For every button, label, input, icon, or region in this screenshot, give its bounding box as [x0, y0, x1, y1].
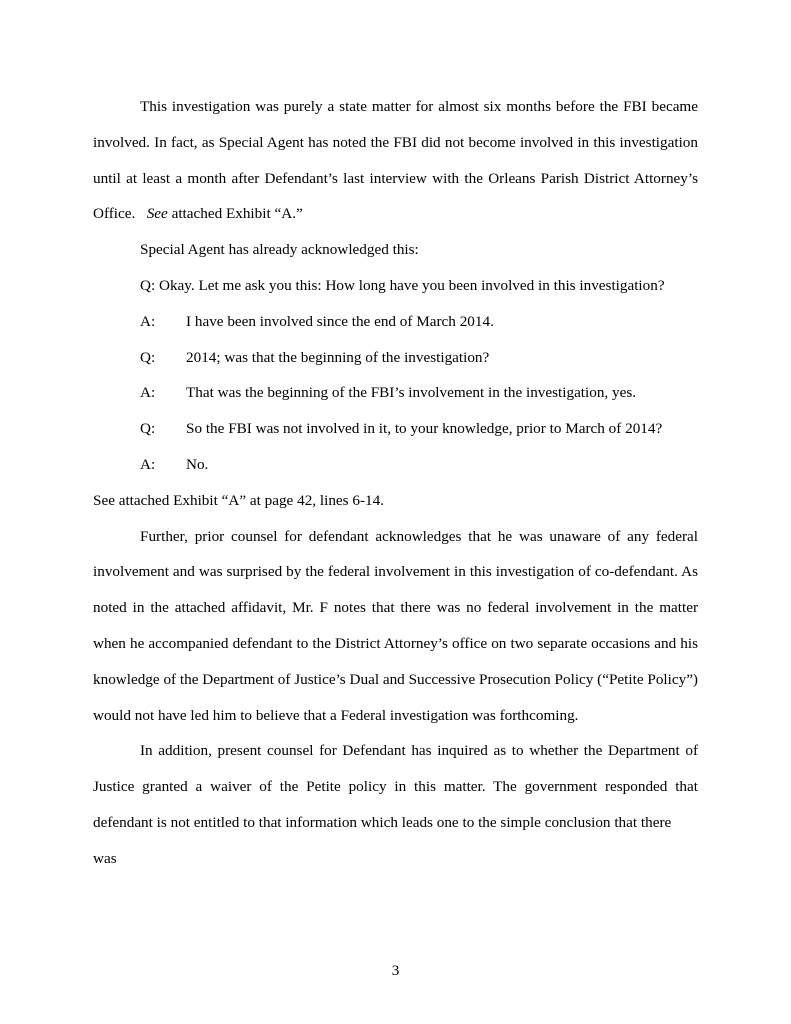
qa-text: So the FBI was not involved in it, to your knowledge, prior to March of 2014? — [186, 420, 663, 438]
paragraph-question-intro: Q: Okay. Let me ask you this: How long have you been involved in this investigation? — [140, 276, 665, 294]
qa-tag: Q: — [140, 348, 156, 366]
qa-tag: A: — [140, 312, 156, 330]
qa-text: I have been involved since the end of March 2014. — [186, 312, 494, 330]
qa-tag: A: — [140, 455, 156, 473]
qa-line — [93, 304, 698, 340]
qa-text: No. — [186, 455, 209, 473]
document-body — [93, 89, 698, 877]
paragraph-acknowledgement: Special Agent has already acknowledged this: — [140, 241, 419, 259]
exhibit-reference: attached Exhibit “A.” — [171, 205, 303, 223]
page-number: 3 — [391, 962, 400, 979]
qa-line — [93, 447, 698, 483]
qa-line — [93, 340, 698, 376]
qa-line — [93, 411, 698, 447]
paragraph-present-counsel: In addition, present counsel for Defendant has inquired as to whether the Department of Justice granted a waiver of the Petite policy in this matter. The government responded that defendant is not entitled to that information which leads one to the simple conclusion that there — [93, 742, 698, 831]
paragraph-prior-counsel: Further, prior counsel for defendant acknowledges that he was unaware of any federal involvement and was surprised by the federal involvement in this investigation of co-defendant. As noted in the attached affidavit, Mr. F notes that there was no federal involvement in the matter when he accompanied defendant to the District Attorney’s office on two separate occasions and his knowledge of the Department of Justice’s Dual and Successive Prosecution Policy (“Petite Policy”) would not have led him to believe that a Federal investigation was forthcoming. — [93, 527, 698, 724]
qa-line — [93, 375, 698, 411]
qa-tag: Q: — [140, 420, 156, 438]
qa-tag: A: — [140, 384, 156, 402]
see-signal: See — [146, 205, 168, 223]
paragraph-continuation: was — [93, 849, 117, 867]
paragraph-text: This investigation was purely a state matter for almost six months before the FBI became involved. In fact, as Special Agent has noted the FBI did not become involved in this investigation until at least a month after Defendant’s last interview with the Orleans Parish District Attorney’s Office. — [93, 98, 698, 223]
qa-text: That was the beginning of the FBI’s involvement in the investigation, yes. — [186, 384, 637, 402]
qa-text: 2014; was that the beginning of the investigation? — [186, 348, 490, 366]
paragraph-fbi-involvement — [93, 89, 698, 232]
exhibit-citation: See attached Exhibit “A” at page 42, lines 6-14. — [93, 491, 384, 509]
